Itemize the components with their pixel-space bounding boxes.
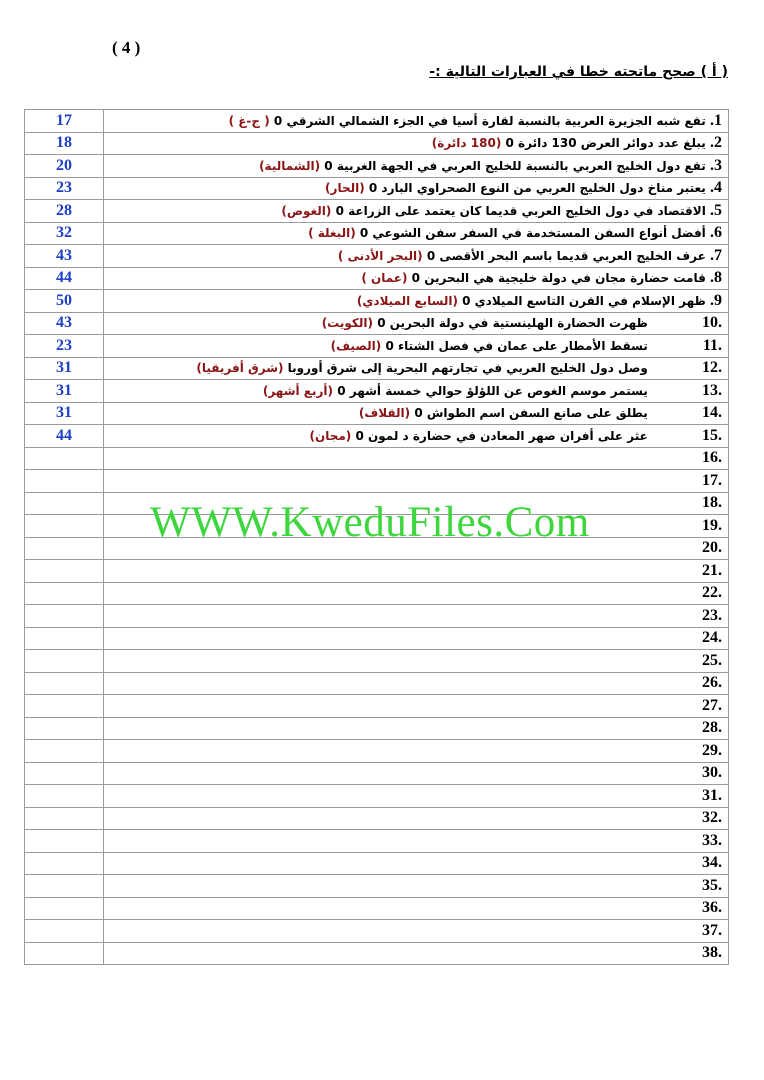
item-number: .18 xyxy=(702,494,722,512)
statement-cell xyxy=(104,537,729,560)
page-reference xyxy=(25,447,104,470)
table-row xyxy=(25,110,729,133)
page-reference: 17 xyxy=(25,110,104,133)
table-row xyxy=(25,380,729,403)
item-number: .20 xyxy=(702,539,722,557)
answers-table-body xyxy=(25,110,729,965)
statement-text: عثر على أفران صهر المعادن في حضارة د لمون 0 xyxy=(355,428,648,443)
item-number: 7. xyxy=(710,246,722,264)
page-reference: 31 xyxy=(25,402,104,425)
item-number: 8. xyxy=(710,269,722,287)
item-number: .36 xyxy=(702,899,722,917)
table-row xyxy=(25,537,729,560)
item-number: 1. xyxy=(710,111,722,129)
item-number: .28 xyxy=(702,719,722,737)
answers-table xyxy=(24,109,729,965)
statement-cell xyxy=(104,807,729,830)
statement-cell xyxy=(104,380,729,403)
table-row xyxy=(25,267,729,290)
page-reference xyxy=(25,605,104,628)
correction-answer: (البغلة ) xyxy=(308,226,356,241)
item-number: .17 xyxy=(702,471,722,489)
statement-cell xyxy=(104,740,729,763)
statement-cell xyxy=(104,920,729,943)
page-reference xyxy=(25,537,104,560)
page-reference xyxy=(25,762,104,785)
table-row xyxy=(25,515,729,538)
statement-cell xyxy=(104,897,729,920)
table-row xyxy=(25,177,729,200)
page-reference xyxy=(25,672,104,695)
statement-cell xyxy=(104,762,729,785)
table-row xyxy=(25,695,729,718)
item-number: 2. xyxy=(710,134,722,152)
statement-cell xyxy=(104,245,729,268)
table-row xyxy=(25,582,729,605)
item-number: .14 xyxy=(702,404,722,422)
statement-text: يطلق على صانع السفن اسم الطواش 0 xyxy=(414,406,648,421)
statement-text: الاقتصاد في دول الخليج العربي قديما كان يعتمد على الزراعة 0 xyxy=(335,203,706,218)
page-reference xyxy=(25,627,104,650)
table-row xyxy=(25,740,729,763)
table-row xyxy=(25,290,729,313)
statement-cell xyxy=(104,425,729,448)
statement-cell xyxy=(104,200,729,223)
statement-cell xyxy=(104,470,729,493)
correction-answer: (الشمالية) xyxy=(259,158,321,173)
item-number: .11 xyxy=(702,336,722,354)
statement-text: تسقط الأمطار على عمان في فصل الشتاء 0 xyxy=(385,338,648,353)
table-row xyxy=(25,357,729,380)
table-row xyxy=(25,312,729,335)
item-number: .13 xyxy=(702,381,722,399)
table-row xyxy=(25,447,729,470)
page-reference: 44 xyxy=(25,425,104,448)
page-reference xyxy=(25,942,104,965)
section-heading: ( أ ) صحح ماتحته خطا في العبارات التالية :- xyxy=(429,64,728,80)
table-row xyxy=(25,200,729,223)
correction-answer: (السابع الميلادي) xyxy=(356,293,458,308)
item-number: .23 xyxy=(702,606,722,624)
statement-text: تقع شبه الجزيرة العربية بالنسبة لقارة أسيا في الجزء الشمالي الشرقي 0 xyxy=(273,113,706,128)
table-row xyxy=(25,605,729,628)
correction-answer: (البحر الأدنى ) xyxy=(337,248,423,263)
table-row xyxy=(25,492,729,515)
page-reference xyxy=(25,852,104,875)
correction-answer: (180 دائرة) xyxy=(431,136,502,151)
table-row xyxy=(25,830,729,853)
table-row xyxy=(25,245,729,268)
item-number: .21 xyxy=(702,561,722,579)
table-row xyxy=(25,852,729,875)
correction-answer: ( ج-غ ) xyxy=(228,113,270,128)
statement-cell xyxy=(104,290,729,313)
table-row xyxy=(25,942,729,965)
item-number: .34 xyxy=(702,854,722,872)
item-number: 6. xyxy=(710,224,722,242)
statement-cell xyxy=(104,402,729,425)
statement-text: وصل دول الخليج العربي في تجارتهم البحرية إلى شرق أوروبا xyxy=(287,361,648,376)
page-reference xyxy=(25,560,104,583)
statement-cell xyxy=(104,852,729,875)
statement-cell xyxy=(104,357,729,380)
page-reference: 31 xyxy=(25,380,104,403)
statement-cell xyxy=(104,582,729,605)
correction-answer: (الكويت) xyxy=(321,316,373,331)
page-reference: 44 xyxy=(25,267,104,290)
table-row xyxy=(25,762,729,785)
page-reference: 28 xyxy=(25,200,104,223)
statement-cell xyxy=(104,875,729,898)
item-number: .30 xyxy=(702,764,722,782)
statement-cell xyxy=(104,627,729,650)
item-number: .35 xyxy=(702,876,722,894)
page-reference xyxy=(25,582,104,605)
page-reference xyxy=(25,875,104,898)
statement-text: ظهر الإسلام في القرن التاسع الميلادي 0 xyxy=(462,293,706,308)
item-number: .26 xyxy=(702,674,722,692)
item-number: .12 xyxy=(702,359,722,377)
table-row xyxy=(25,155,729,178)
item-number: .15 xyxy=(702,426,722,444)
statement-cell xyxy=(104,560,729,583)
page-number: ( 4 ) xyxy=(112,38,141,57)
statement-cell xyxy=(104,830,729,853)
page-reference xyxy=(25,785,104,808)
table-row xyxy=(25,807,729,830)
table-row xyxy=(25,425,729,448)
statement-cell xyxy=(104,515,729,538)
page-reference xyxy=(25,492,104,515)
table-row xyxy=(25,335,729,358)
correction-answer: (شرق أفريقيا) xyxy=(196,361,284,376)
page-reference: 43 xyxy=(25,312,104,335)
page-reference: 43 xyxy=(25,245,104,268)
correction-answer: (الصيف) xyxy=(330,338,382,353)
correction-answer: (مجان) xyxy=(309,428,352,443)
item-number: .22 xyxy=(702,584,722,602)
statement-cell xyxy=(104,942,729,965)
page-reference: 23 xyxy=(25,335,104,358)
item-number: .24 xyxy=(702,629,722,647)
correction-answer: (الحار) xyxy=(325,181,365,196)
item-number: .25 xyxy=(702,651,722,669)
item-number: 5. xyxy=(710,201,722,219)
page-reference: 32 xyxy=(25,222,104,245)
correction-answer: (الغوص) xyxy=(281,203,332,218)
item-number: .27 xyxy=(702,696,722,714)
statement-text: عرف الخليج العربي قديما باسم البحر الأقصى 0 xyxy=(426,248,706,263)
page-reference: 18 xyxy=(25,132,104,155)
item-number: .31 xyxy=(702,786,722,804)
statement-text: أفضل أنواع السفن المستخدمة في السفر سفن الشوعي 0 xyxy=(359,226,706,241)
table-row xyxy=(25,717,729,740)
statement-text: يبلغ عدد دوائر العرض 130 دائرة 0 xyxy=(505,136,706,151)
table-row xyxy=(25,402,729,425)
page-reference: 50 xyxy=(25,290,104,313)
correction-answer: (أربع أشهر) xyxy=(262,383,334,398)
statement-text: يستمر موسم الغوص عن اللؤلؤ حوالي خمسة أشهر 0 xyxy=(337,383,648,398)
statement-cell xyxy=(104,312,729,335)
statement-cell xyxy=(104,155,729,178)
page-reference xyxy=(25,897,104,920)
page-reference: 23 xyxy=(25,177,104,200)
item-number: .33 xyxy=(702,831,722,849)
table-row xyxy=(25,627,729,650)
statement-text: ظهرت الحضارة الهلينستية في دولة البحرين 0 xyxy=(377,316,648,331)
item-number: .19 xyxy=(702,516,722,534)
item-number: .37 xyxy=(702,921,722,939)
page-reference xyxy=(25,515,104,538)
item-number: 3. xyxy=(710,156,722,174)
page-reference xyxy=(25,807,104,830)
table-row xyxy=(25,897,729,920)
correction-answer: (القلاف) xyxy=(358,406,411,421)
table-row xyxy=(25,222,729,245)
item-number: .32 xyxy=(702,809,722,827)
table-row xyxy=(25,560,729,583)
item-number: .16 xyxy=(702,449,722,467)
statement-cell xyxy=(104,267,729,290)
table-row xyxy=(25,132,729,155)
statement-cell xyxy=(104,132,729,155)
item-number: 9. xyxy=(710,291,722,309)
page-reference: 20 xyxy=(25,155,104,178)
statement-cell xyxy=(104,222,729,245)
page-reference xyxy=(25,740,104,763)
page-reference: 31 xyxy=(25,357,104,380)
page-reference xyxy=(25,695,104,718)
table-row xyxy=(25,672,729,695)
statement-cell xyxy=(104,335,729,358)
statement-cell xyxy=(104,672,729,695)
statement-cell xyxy=(104,177,729,200)
page-reference xyxy=(25,470,104,493)
statement-text: يعتبر مناخ دول الخليج العربي من النوع الصحراوي البارد 0 xyxy=(368,181,706,196)
table-row xyxy=(25,650,729,673)
table-row xyxy=(25,470,729,493)
statement-cell xyxy=(104,492,729,515)
statement-cell xyxy=(104,785,729,808)
page-reference xyxy=(25,830,104,853)
table-row xyxy=(25,785,729,808)
statement-cell xyxy=(104,717,729,740)
item-number: .38 xyxy=(702,944,722,962)
page-reference xyxy=(25,920,104,943)
statement-cell xyxy=(104,650,729,673)
watermark: WWW.KweduFiles.Com xyxy=(150,499,590,546)
statement-cell xyxy=(104,110,729,133)
page-reference xyxy=(25,650,104,673)
item-number: .29 xyxy=(702,741,722,759)
statement-cell xyxy=(104,605,729,628)
page-reference xyxy=(25,717,104,740)
item-number: .10 xyxy=(702,314,722,332)
statement-cell xyxy=(104,695,729,718)
statement-text: تقع دول الخليج العربي بالنسبة للخليج العربي في الجهة الغربية 0 xyxy=(324,158,706,173)
statement-text: قامت حضارة مجان في دولة خليجية هي البحرين 0 xyxy=(411,271,706,286)
table-row xyxy=(25,875,729,898)
statement-cell xyxy=(104,447,729,470)
table-row xyxy=(25,920,729,943)
item-number: 4. xyxy=(710,179,722,197)
correction-answer: (عمان ) xyxy=(361,271,408,286)
